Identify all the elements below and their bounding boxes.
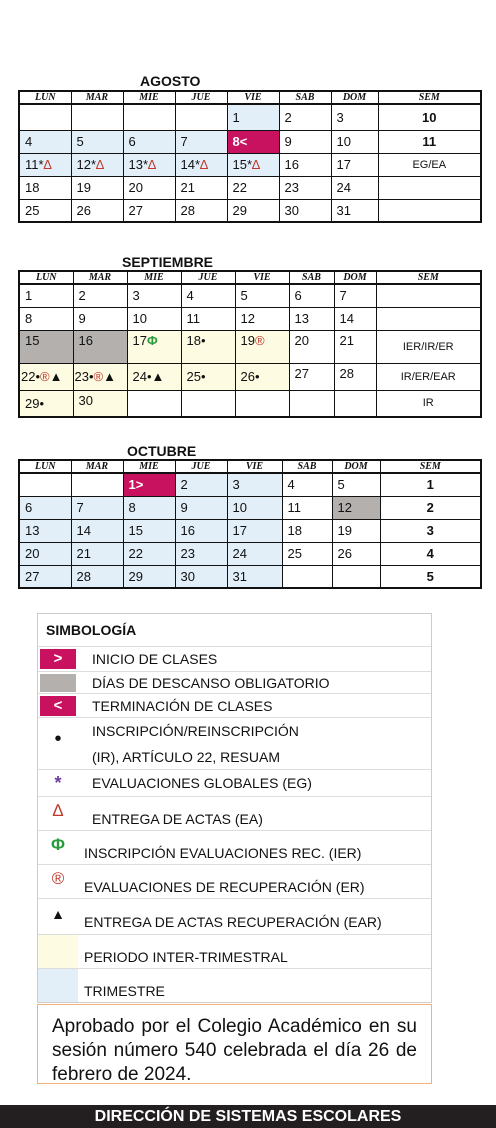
day-cell: 19 (332, 519, 380, 542)
day-cell: 31 (227, 565, 282, 588)
day-cell: 17 (227, 519, 282, 542)
registered-icon: ® (254, 332, 265, 348)
legend-label-line1: INSCRIPCIÓN/REINSCRIPCIÓN (92, 722, 299, 739)
rest-day-cell: 16 (73, 330, 127, 363)
day-cell (289, 390, 334, 417)
week-row (19, 496, 481, 519)
legend-symbol (38, 969, 78, 1002)
header-mar: MAR (73, 271, 127, 284)
day-cell (19, 473, 71, 496)
day-cell (235, 390, 289, 417)
day-label: 25 (186, 369, 201, 384)
day-cell: 9 (279, 130, 331, 153)
legend-item-descanso (38, 671, 431, 693)
header-jue: JUE (175, 460, 227, 473)
bullet-icon: • (200, 332, 206, 348)
day-label: 19 (240, 332, 255, 348)
week-note: IR (376, 390, 481, 417)
day-cell: 5 (235, 284, 289, 307)
legend-item-ear (38, 898, 431, 934)
day-cell: 15 (123, 519, 175, 542)
header-vie: VIE (227, 460, 282, 473)
day-cell: 5 (332, 473, 380, 496)
day-cell (332, 565, 380, 588)
filled-triangle-icon: ▲ (151, 369, 165, 384)
day-cell: 24 (331, 176, 378, 199)
legend-symbol (38, 770, 78, 796)
day-cell (19, 390, 73, 417)
triangle-icon: ∆ (43, 157, 52, 172)
day-cell: 30 (73, 390, 127, 417)
day-cell (127, 330, 181, 363)
day-cell (227, 153, 279, 176)
day-cell: 20 (289, 330, 334, 363)
legend-label: TERMINACIÓN DE CLASES (92, 697, 273, 714)
day-cell (127, 363, 181, 390)
day-label: 13* (128, 157, 149, 172)
day-label: 14* (180, 157, 201, 172)
phi-icon: Φ (146, 332, 158, 348)
day-cell: 14 (334, 307, 376, 330)
day-cell: 30 (279, 199, 331, 222)
day-cell: 28 (175, 199, 227, 222)
day-cell (123, 153, 175, 176)
header-lun: LUN (19, 271, 73, 284)
legend-item-terminacion (38, 693, 431, 717)
bullet-icon: • (54, 728, 62, 750)
end-of-classes-cell: 8< (227, 130, 279, 153)
week-row (19, 363, 481, 390)
week-row (19, 519, 481, 542)
header-dom: DOM (332, 460, 380, 473)
triangle-icon: ∆ (52, 800, 64, 820)
day-cell (19, 104, 71, 130)
day-cell (123, 104, 175, 130)
day-cell: 1 (227, 104, 279, 130)
day-cell: 27 (289, 363, 334, 390)
week-row (19, 330, 481, 363)
week-note: IER/IR/ER (376, 330, 481, 363)
day-cell: 3 (127, 284, 181, 307)
header-mie: MIE (123, 91, 175, 104)
day-cell (334, 390, 376, 417)
day-cell: 27 (19, 565, 71, 588)
day-label: 11* (25, 157, 44, 172)
week-row (19, 565, 481, 588)
day-cell: 26 (332, 542, 380, 565)
calendar-agosto (18, 90, 482, 223)
header-sem: SEM (376, 271, 481, 284)
header-mie: MIE (127, 271, 181, 284)
week-row (19, 473, 481, 496)
header-mar: MAR (71, 460, 123, 473)
header-jue: JUE (181, 271, 235, 284)
triangle-icon: ∆ (148, 157, 156, 172)
month-title-septiembre: SEPTIEMBRE (122, 254, 214, 270)
day-cell: 18 (19, 176, 71, 199)
day-cell: 12 (235, 307, 289, 330)
calendar-header (19, 271, 481, 284)
day-cell: 31 (331, 199, 378, 222)
header-dom: DOM (334, 271, 376, 284)
header-sab: SAB (289, 271, 334, 284)
bullet-icon: • (254, 369, 260, 384)
legend-symbol (38, 831, 78, 864)
legend-symbol (38, 718, 78, 769)
day-label: 29 (25, 395, 40, 411)
day-cell (127, 390, 181, 417)
start-of-classes-cell: 1> (123, 473, 175, 496)
week-note: EG/EA (378, 153, 481, 176)
header-sem: SEM (378, 91, 481, 104)
week-row (19, 390, 481, 417)
day-cell: 11 (282, 496, 332, 519)
day-cell: 26 (71, 199, 123, 222)
day-cell: 25 (19, 199, 71, 222)
legend-label: EVALUACIONES DE RECUPERACIÓN (ER) (84, 878, 365, 895)
month-title-agosto: AGOSTO (140, 73, 201, 89)
phi-icon: Φ (51, 834, 65, 854)
week-row (19, 199, 481, 222)
triangle-icon: ∆ (252, 157, 260, 172)
week-number (378, 176, 481, 199)
bullet-icon: • (88, 369, 94, 384)
day-cell: 6 (19, 496, 71, 519)
day-cell (181, 390, 235, 417)
rest-day-cell: 12 (332, 496, 380, 519)
day-cell: 20 (123, 176, 175, 199)
week-row (19, 153, 481, 176)
triangle-icon: ∆ (96, 157, 104, 172)
legend-item-eg (38, 769, 431, 796)
week-row (19, 176, 481, 199)
day-cell: 7 (175, 130, 227, 153)
week-note (376, 284, 481, 307)
day-cell: 24 (227, 542, 282, 565)
legend-symbol (38, 647, 78, 671)
week-number: 4 (380, 542, 481, 565)
legend-item-inscripcion (38, 717, 431, 769)
calendar-septiembre (18, 270, 482, 418)
day-label: 23 (74, 369, 89, 384)
bullet-icon: • (35, 369, 41, 384)
header-mar: MAR (71, 91, 123, 104)
day-cell: 27 (123, 199, 175, 222)
week-row (19, 130, 481, 153)
legend-label: INICIO DE CLASES (92, 651, 218, 667)
day-cell (19, 153, 71, 176)
day-cell: 29 (227, 199, 279, 222)
legend-label: PERIODO INTER-TRIMESTRAL (84, 948, 288, 965)
legend-symbol (38, 865, 78, 898)
day-cell: 8 (123, 496, 175, 519)
day-cell: 8 (19, 307, 73, 330)
legend-label (78, 718, 299, 770)
day-cell: 4 (181, 284, 235, 307)
header-jue: JUE (175, 91, 227, 104)
day-cell: 1 (19, 284, 73, 307)
day-cell: 22 (123, 542, 175, 565)
week-number: 2 (380, 496, 481, 519)
day-cell: 28 (334, 363, 376, 390)
day-cell: 9 (73, 307, 127, 330)
day-cell: 18 (282, 519, 332, 542)
day-cell (19, 363, 73, 390)
day-cell: 6 (289, 284, 334, 307)
header-sab: SAB (282, 460, 332, 473)
legend-symbol (38, 797, 78, 830)
approval-note: Aprobado por el Colegio Académico en su sesión número 540 celebrada el día 26 de febrero de 2024. (37, 1004, 432, 1084)
week-number (378, 199, 481, 222)
week-number: 10 (378, 104, 481, 130)
week-number: 3 (380, 519, 481, 542)
header-dom: DOM (331, 91, 378, 104)
day-label: 22 (21, 369, 36, 384)
day-cell: 3 (227, 473, 282, 496)
start-marker-icon: > (40, 649, 76, 669)
legend-label: INSCRIPCIÓN EVALUACIONES REC. (IER) (84, 844, 362, 861)
day-cell: 21 (71, 542, 123, 565)
calendar-header (19, 460, 481, 473)
day-cell: 2 (73, 284, 127, 307)
day-cell: 13 (19, 519, 71, 542)
day-cell (71, 153, 123, 176)
legend-label: ENTREGA DE ACTAS (EA) (92, 810, 263, 827)
legend-symbol (38, 672, 78, 693)
day-cell: 30 (175, 565, 227, 588)
filled-triangle-icon: ▲ (103, 369, 116, 384)
end-marker-icon: < (40, 696, 76, 716)
week-row (19, 284, 481, 307)
registered-icon: ® (40, 369, 50, 384)
legend-label: TRIMESTRE (84, 982, 165, 999)
day-cell (71, 104, 123, 130)
calendar-octubre (18, 459, 482, 589)
legend-label: DÍAS DE DESCANSO OBLIGATORIO (92, 674, 330, 691)
day-cell: 28 (71, 565, 123, 588)
legend-item-er (38, 864, 431, 898)
rest-day-cell: 15 (19, 330, 73, 363)
header-sem: SEM (380, 460, 481, 473)
day-cell: 21 (334, 330, 376, 363)
day-cell (181, 330, 235, 363)
header-sab: SAB (279, 91, 331, 104)
day-label: 12* (76, 157, 97, 172)
day-cell: 10 (227, 496, 282, 519)
day-cell: 25 (282, 542, 332, 565)
day-cell: 7 (334, 284, 376, 307)
legend-symbol (38, 935, 78, 968)
legend-label-line2: (IR), ARTÍCULO 22, RESUAM (92, 748, 281, 765)
week-row (19, 104, 481, 130)
legend-label: EVALUACIONES GLOBALES (EG) (92, 775, 312, 791)
header-mie: MIE (123, 460, 175, 473)
bullet-icon: • (200, 369, 206, 384)
day-cell: 2 (175, 473, 227, 496)
day-cell: 16 (175, 519, 227, 542)
week-row (19, 542, 481, 565)
day-cell: 21 (175, 176, 227, 199)
day-cell: 23 (175, 542, 227, 565)
day-cell: 13 (289, 307, 334, 330)
legend-title: SIMBOLOGÍA (46, 622, 137, 638)
day-cell: 16 (279, 153, 331, 176)
rest-day-swatch (40, 674, 76, 692)
legend (37, 613, 432, 1003)
month-title-octubre: OCTUBRE (127, 443, 197, 459)
day-cell: 23 (279, 176, 331, 199)
day-cell: 10 (127, 307, 181, 330)
triangle-icon: ∆ (200, 157, 208, 172)
legend-symbol (38, 899, 78, 934)
legend-label: ENTREGA DE ACTAS RECUPERACIÓN (EAR) (84, 913, 382, 930)
week-number: 11 (378, 130, 481, 153)
legend-item-ea (38, 796, 431, 830)
day-cell (71, 473, 123, 496)
day-cell: 3 (331, 104, 378, 130)
day-cell (235, 330, 289, 363)
day-cell (175, 153, 227, 176)
day-cell: 2 (279, 104, 331, 130)
legend-item-inter (38, 934, 431, 968)
day-label: 15* (232, 157, 253, 172)
legend-symbol (38, 694, 78, 717)
week-note (376, 307, 481, 330)
day-cell: 5 (71, 130, 123, 153)
day-cell: 22 (227, 176, 279, 199)
day-cell: 29 (123, 565, 175, 588)
legend-item-trimestre (38, 968, 431, 1002)
calendar-header (19, 91, 481, 104)
day-label: 24 (132, 369, 147, 384)
header-vie: VIE (235, 271, 289, 284)
day-cell: 4 (19, 130, 71, 153)
day-cell (175, 104, 227, 130)
day-cell: 19 (71, 176, 123, 199)
week-number: 1 (380, 473, 481, 496)
day-cell (73, 363, 127, 390)
day-cell (181, 363, 235, 390)
day-cell: 17 (331, 153, 378, 176)
legend-item-ier (38, 830, 431, 864)
day-cell: 7 (71, 496, 123, 519)
header-lun: LUN (19, 460, 71, 473)
day-cell: 4 (282, 473, 332, 496)
week-number: 5 (380, 565, 481, 588)
filled-triangle-icon: ▲ (49, 369, 63, 384)
day-label: 26 (240, 369, 255, 384)
day-cell: 6 (123, 130, 175, 153)
bullet-icon: • (146, 369, 152, 384)
bullet-icon: • (39, 395, 45, 411)
day-label: 17 (132, 332, 147, 348)
week-row (19, 307, 481, 330)
week-note: IR/ER/EAR (376, 363, 481, 390)
header-lun: LUN (19, 91, 71, 104)
asterisk-icon: * (54, 772, 62, 793)
day-cell: 9 (175, 496, 227, 519)
footer-banner: DIRECCIÓN DE SISTEMAS ESCOLARES (0, 1105, 496, 1128)
legend-item-inicio (38, 646, 431, 671)
day-label: 18 (186, 332, 201, 348)
day-cell: 10 (331, 130, 378, 153)
registered-icon: ® (93, 369, 104, 384)
day-cell (282, 565, 332, 588)
registered-icon: ® (51, 868, 65, 888)
day-cell (235, 363, 289, 390)
filled-triangle-icon: ▲ (51, 905, 65, 922)
day-cell: 11 (181, 307, 235, 330)
day-cell: 20 (19, 542, 71, 565)
header-vie: VIE (227, 91, 279, 104)
day-cell: 14 (71, 519, 123, 542)
